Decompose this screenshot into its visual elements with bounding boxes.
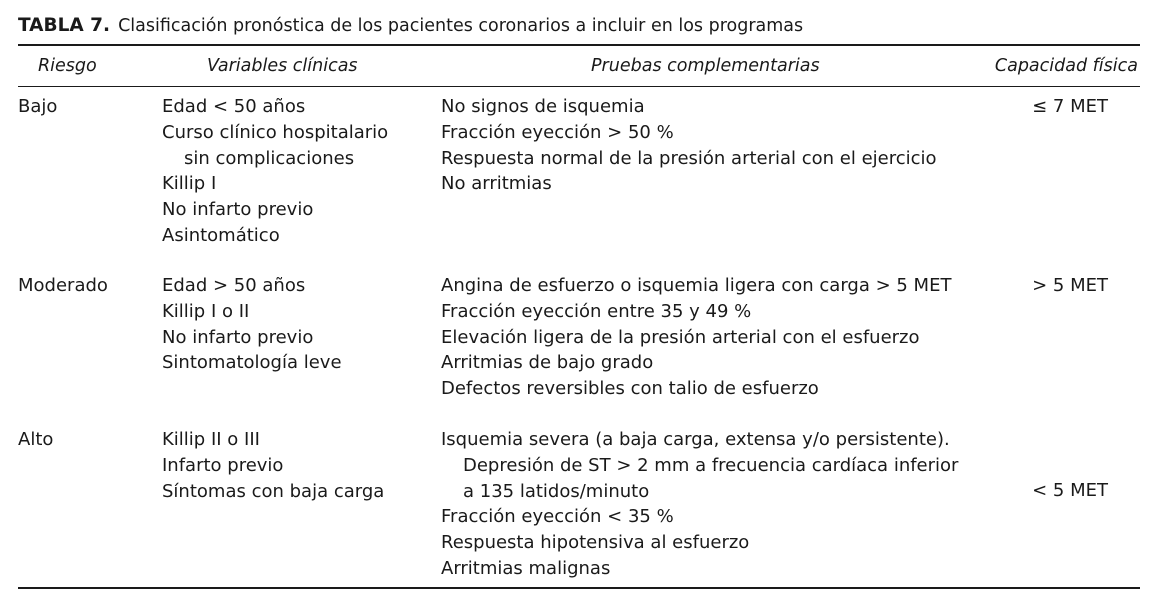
bottom-rule [18,587,1140,589]
prueba-line: Depresión de ST > 2 mm a frecuencia cardíaca inferior [463,454,959,476]
prueba-line: Arritmias de bajo grado [441,352,654,374]
prueba-line: Elevación ligera de la presión arterial con el esfuerzo [441,326,920,348]
variable-line: Asintomático [162,224,280,246]
row-moderado-variables [162,273,342,376]
prueba-line: Fracción eyección entre 35 y 49 % [441,300,752,322]
variable-line: Síntomas con baja carga [162,480,385,502]
row-moderado-riesgo: Moderado [18,275,108,296]
table-label: TABLA 7. [18,15,111,36]
variable-line: Killip II o III [162,429,260,450]
prueba-line: a 135 latidos/minuto [463,480,650,502]
header-rule [18,86,1140,87]
variable-line: No infarto previo [162,199,314,221]
row-alto-pruebas [441,427,958,582]
variable-line: Infarto previo [162,454,284,476]
prueba-line: No arritmias [441,173,552,195]
prueba-line: Fracción eyección > 50 % [441,121,674,143]
row-moderado-capacidad: > 5 MET [1032,275,1108,296]
prueba-line: Isquemia severa (a baja carga, extensa y/o persistente). [441,429,950,450]
row-alto-capacidad: < 5 MET [1032,480,1108,501]
top-rule [18,44,1140,46]
variable-line: Killip I [162,173,217,195]
row-moderado-pruebas [441,273,951,402]
variable-line: Sintomatología leve [162,352,342,374]
prueba-line: Arritmias malignas [441,557,611,579]
row-bajo-capacidad: ≤ 7 MET [1032,96,1108,117]
variable-line: Edad < 50 años [162,96,306,117]
row-alto-variables [162,427,384,504]
prueba-line: Angina de esfuerzo o isquemia ligera con carga > 5 MET [441,275,952,296]
prueba-line: No signos de isquemia [441,96,645,117]
prueba-line: Defectos reversibles con talio de esfuerzo [441,378,819,400]
table-caption [18,15,803,36]
table-caption-text: Clasificación pronóstica de los pacientes coronarios a incluir en los programas [118,16,804,36]
row-bajo-riesgo: Bajo [18,96,58,117]
variable-line: No infarto previo [162,326,314,348]
header-capacidad-fisica: Capacidad física [994,56,1138,76]
prueba-line: Fracción eyección < 35 % [441,506,674,528]
header-variables-clinicas: Variables clínicas [207,56,358,76]
variable-line: Killip I o II [162,300,250,322]
variable-line: sin complicaciones [184,147,355,169]
header-pruebas-complementarias: Pruebas complementarias [591,56,820,76]
row-alto-riesgo: Alto [18,429,54,450]
variable-line: Curso clínico hospitalario [162,121,389,143]
prueba-line: Respuesta normal de la presión arterial con el ejercicio [441,147,937,169]
header-riesgo: Riesgo [38,56,97,76]
row-bajo-variables [162,94,388,249]
prueba-line: Respuesta hipotensiva al esfuerzo [441,532,750,554]
variable-line: Edad > 50 años [162,275,306,296]
row-bajo-pruebas [441,94,937,197]
